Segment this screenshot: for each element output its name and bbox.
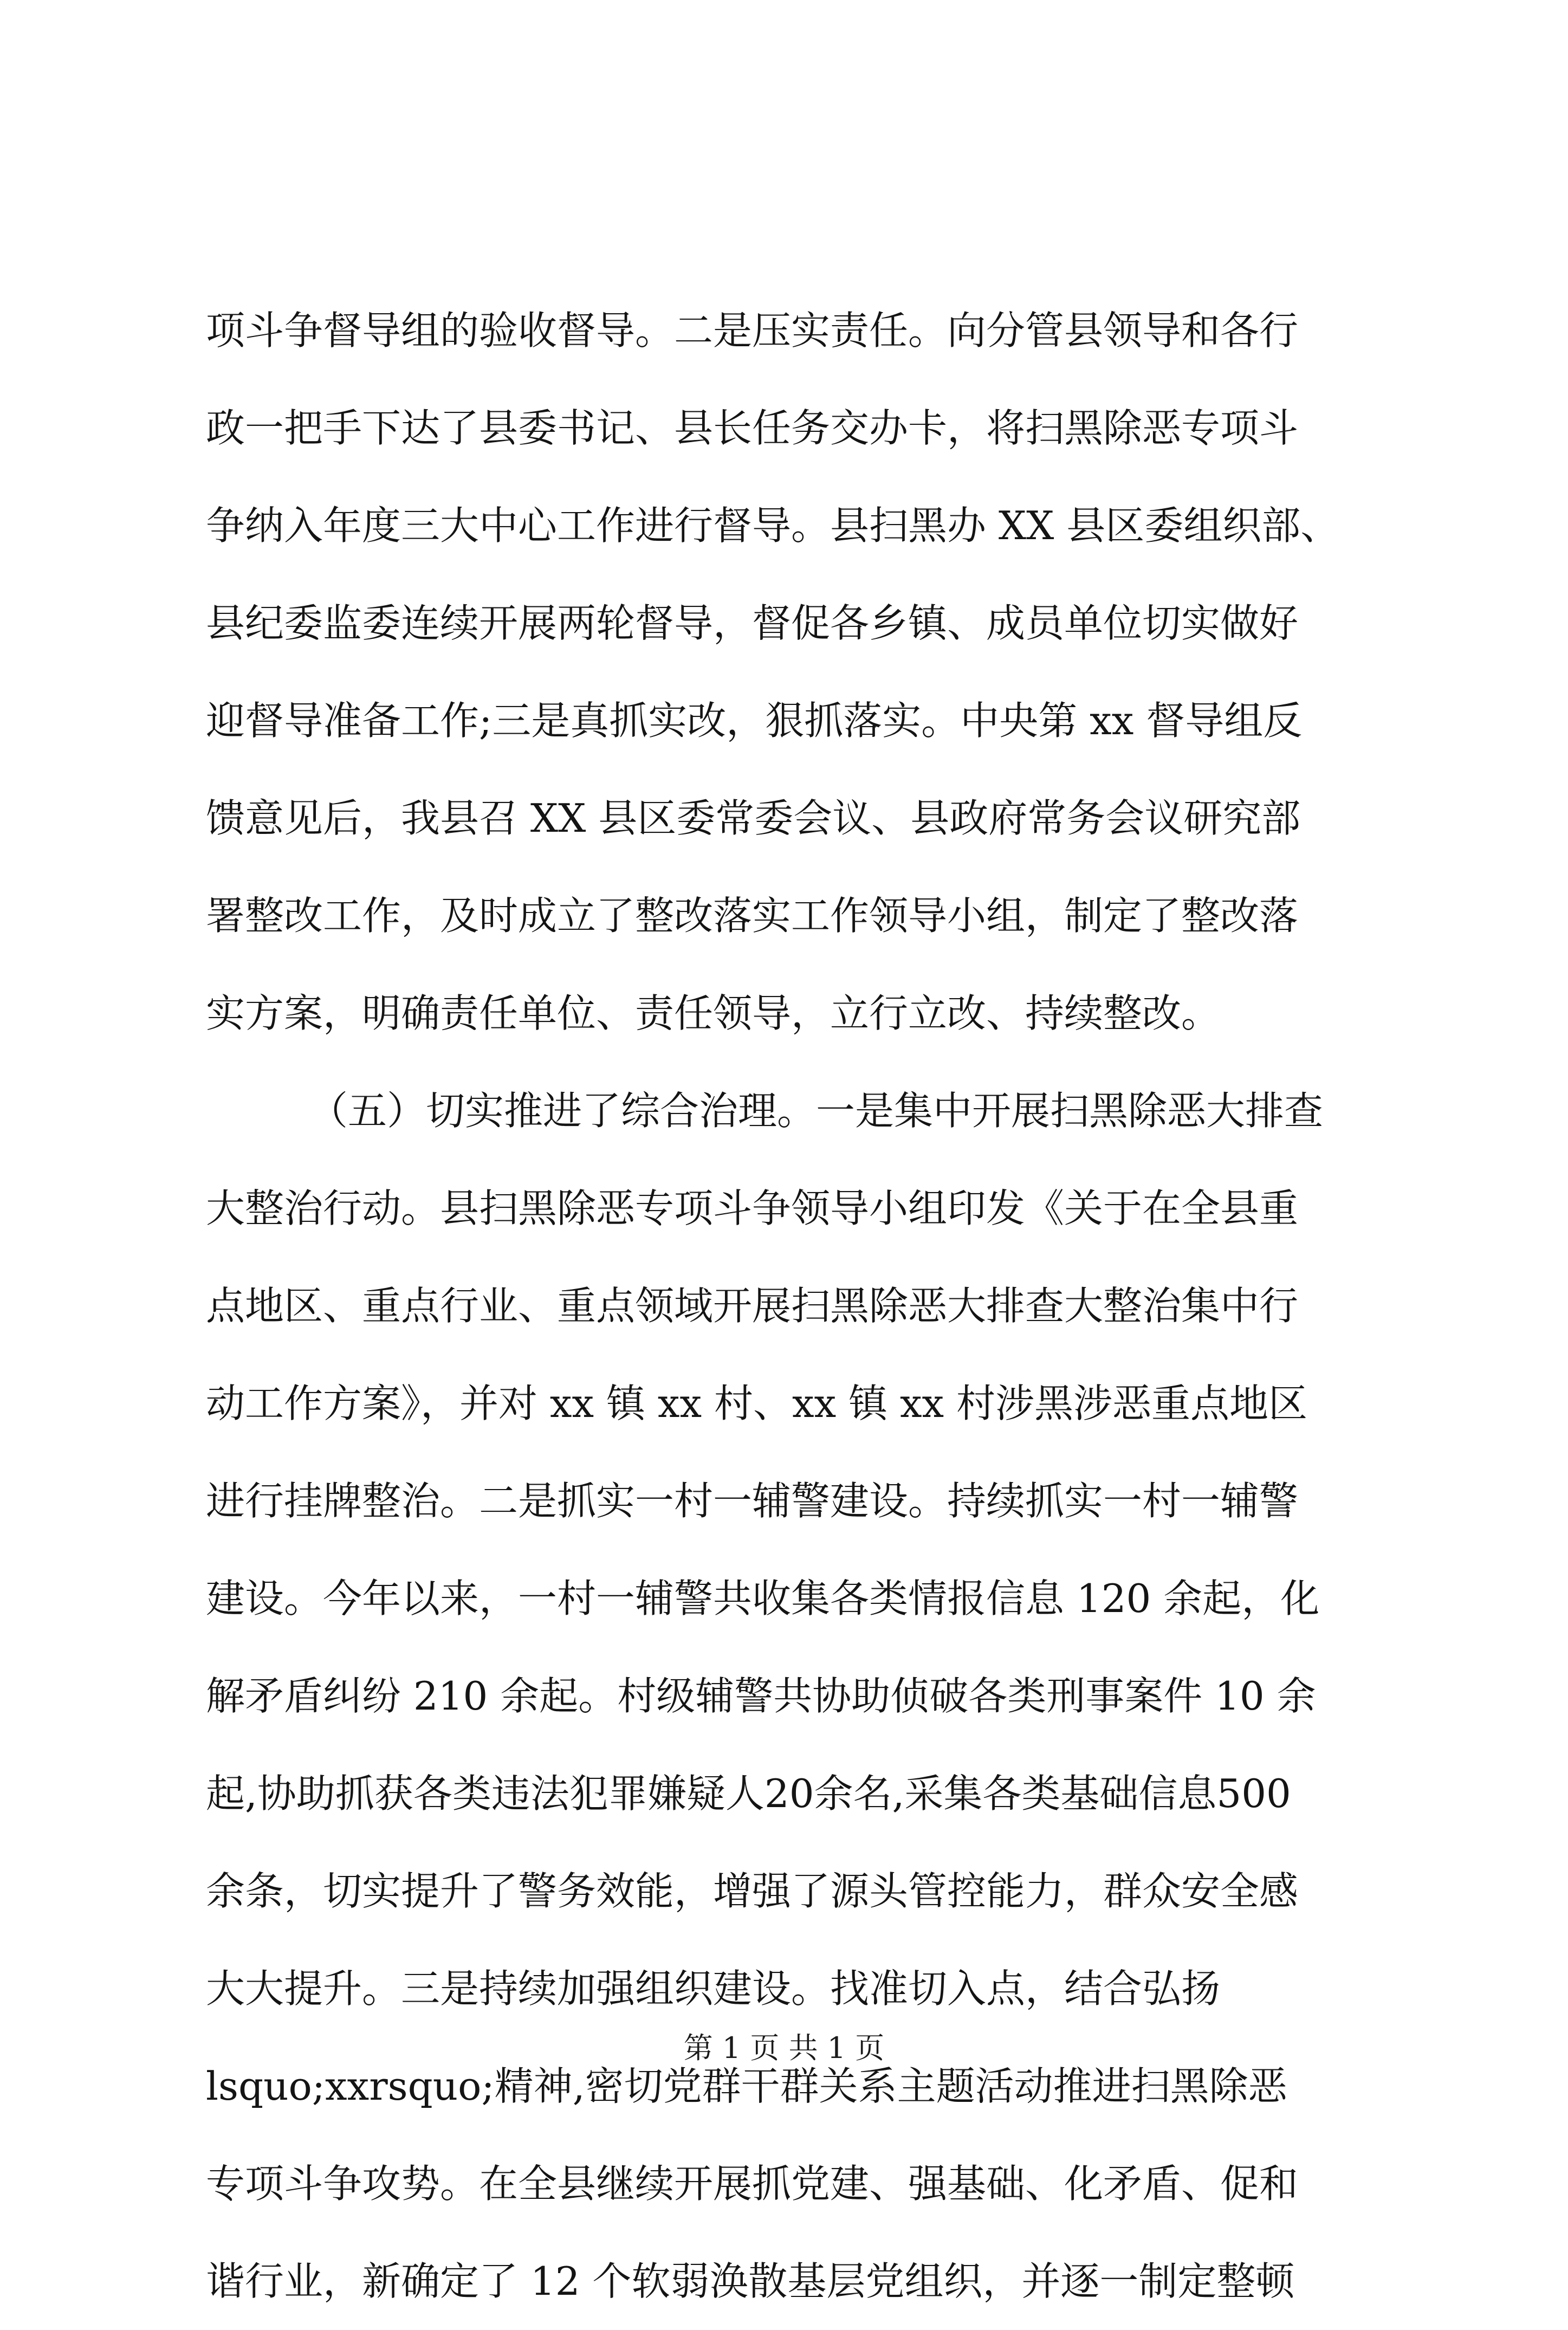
text-line: 解矛盾纠纷 210 余起。村级辅警共协助侦破各类刑事案件 10 余 [206,1673,1316,1719]
text-line: 点地区、重点行业、重点领域开展扫黑除恶大排查大整治集中行 [206,1283,1299,1329]
text-line: 建设。今年以来，一村一辅警共收集各类情报信息 120 余起，化 [206,1576,1320,1621]
text-line: 起,协助抓获各类违法犯罪嫌疑人20余名,采集各类基础信息500 [206,1771,1291,1816]
text-line: 进行挂牌整治。二是抓实一村一辅警建设。持续抓实一村一辅警 [206,1478,1299,1524]
text-line: 署整改工作，及时成立了整改落实工作领导小组，制定了整改落 [206,893,1299,939]
text-line: 争纳入年度三大中心工作进行督导。县扫黑办 XX 县区委组织部、 [206,503,1340,548]
text-line: 动工作方案》，并对 xx 镇 xx 村、xx 镇 xx 村涉黑涉恶重点地区 [206,1381,1308,1426]
text-line: 专项斗争攻势。在全县继续开展抓党建、强基础、化矛盾、促和 [206,2161,1299,2206]
text-line: lsquo;xxrsquo;精神,密切党群干群关系主题活动推进扫黑除恶 [206,2063,1287,2109]
section-heading-line: （五）切实推进了综合治理。一是集中开展扫黑除恶大排查 [309,1088,1324,1134]
text-line: 大大提升。三是持续加强组织建设。找准切入点，结合弘扬 [206,1966,1221,2011]
body-text [206,282,1376,2330]
text-line: 大整治行动。县扫黑除恶专项斗争领导小组印发《关于在全县重 [206,1186,1299,1231]
text-line: 迎督导准备工作;三是真抓实改，狠抓落实。中央第 xx 督导组反 [206,698,1303,743]
text-line: 余条，切实提升了警务效能，增强了源头管控能力，群众安全感 [206,1868,1299,1914]
text-line: 项斗争督导组的验收督导。二是压实责任。向分管县领导和各行 [206,308,1299,353]
text-line: 政一把手下达了县委书记、县长任务交办卡，将扫黑除恶专项斗 [206,405,1299,451]
text-line: 县纪委监委连续开展两轮督导，督促各乡镇、成员单位切实做好 [206,600,1299,646]
text-line: 谐行业，新确定了 12 个软弱涣散基层党组织，并逐一制定整顿 [206,2258,1295,2304]
text-line: 馈意见后，我县召 XX 县区委常委会议、县政府常务会议研究部 [206,795,1301,841]
page-footer: 第 1 页 共 1 页 [683,2031,885,2065]
text-line: 实方案，明确责任单位、责任领导，立行立改、持续整改。 [206,991,1221,1036]
